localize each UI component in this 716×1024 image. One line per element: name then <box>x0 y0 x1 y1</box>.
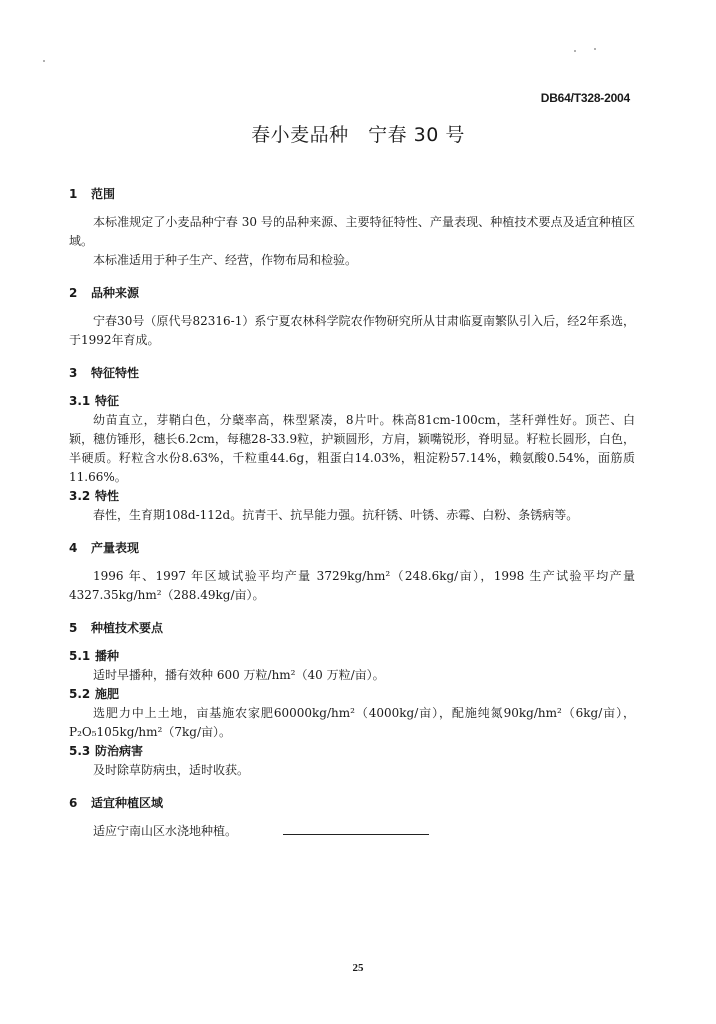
scan-speck <box>594 48 596 50</box>
section-heading <box>69 364 635 383</box>
section-number: 3 <box>69 366 78 380</box>
section-title: 特征特性 <box>91 366 140 380</box>
subsection-heading <box>69 487 635 506</box>
paragraph: 选肥力中上土地，亩基施农家肥60000kg/hm²（4000kg/亩），配施纯氮90kg/hm²（6kg/亩），P₂O₅105kg/hm²（7kg/亩）。 <box>69 706 635 739</box>
subsection-number: 5.3 <box>69 744 91 758</box>
section-number: 1 <box>69 187 78 201</box>
subsection-heading <box>69 392 635 411</box>
subsection-number: 3.1 <box>69 394 91 408</box>
section-number: 4 <box>69 541 78 555</box>
section-title: 产量表现 <box>91 541 140 555</box>
scan-speck <box>43 60 45 62</box>
section-title: 适宜种植区域 <box>91 796 164 810</box>
subsection-heading <box>69 742 635 761</box>
section-number: 2 <box>69 286 78 300</box>
subsection-title: 施肥 <box>95 687 120 701</box>
paragraph: 宁春30号（原代号82316-1）系宁夏农林科学院农作物研究所从甘肃临夏南繁队引入后，经2年系选，于1992年育成。 <box>69 314 635 347</box>
subsection-title: 特性 <box>95 489 120 503</box>
section-title: 种植技术要点 <box>91 621 164 635</box>
page-number: 25 <box>352 962 364 974</box>
subsection-title: 播种 <box>95 649 120 663</box>
subsection-title: 防治病害 <box>95 744 144 758</box>
subsection-heading <box>69 685 635 704</box>
section-heading <box>69 794 635 813</box>
section-heading <box>69 619 635 638</box>
subsection-heading <box>69 647 635 666</box>
section-heading <box>69 284 635 303</box>
subsection-number: 5.1 <box>69 649 91 663</box>
section-number: 6 <box>69 796 78 810</box>
paragraph: 幼苗直立，芽鞘白色，分蘖率高，株型紧凑，8片叶。株高81cm-100cm，茎秆弹性好。顶芒、白颖，穗仿锤形，穗长6.2cm，每穗28-33.9粒，护颖圆形，方肩，颖嘴锐形，脊明显。籽粒长圆形，白色，半硬质。籽粒含水份8.63%，千粒重44.6g，粗蛋白14.03%，粗淀粉57.14%，赖氨酸0.54%，面筋质11.66%。 <box>69 413 635 484</box>
section-number: 5 <box>69 621 78 635</box>
section-title: 范围 <box>91 187 116 201</box>
standard-number: DB64/T328-2004 <box>540 91 630 105</box>
document-title: 春小麦品种 宁春 30 号 <box>251 124 465 146</box>
paragraph: 及时除草防病虫，适时收获。 <box>93 763 250 777</box>
section-heading <box>69 539 635 558</box>
section-heading <box>69 185 635 204</box>
paragraph: 春性，生育期108d-112d。抗青干、抗旱能力强。抗秆锈、叶锈、赤霉、白粉、条锈病等。 <box>93 508 579 522</box>
section-title: 品种来源 <box>91 286 140 300</box>
scan-speck <box>574 50 576 52</box>
paragraph: 本标准适用于种子生产、经营，作物布局和检验。 <box>93 253 358 267</box>
document-body <box>69 185 635 841</box>
paragraph: 1996 年、1997 年区域试验平均产量 3729kg/hm²（248.6kg/亩），1998 生产试验平均产量4327.35kg/hm²（288.49kg/亩）。 <box>69 569 635 602</box>
subsection-number: 3.2 <box>69 489 91 503</box>
subsection-number: 5.2 <box>69 687 91 701</box>
paragraph: 适时早播种，播有效种 600 万粒/hm²（40 万粒/亩）。 <box>93 668 385 682</box>
paragraph: 适应宁南山区水浇地种植。 <box>93 824 238 838</box>
paragraph: 本标准规定了小麦品种宁春 30 号的品种来源、主要特征特性、产量表现、种植技术要点及适宜种植区域。 <box>69 215 635 248</box>
subsection-title: 特征 <box>95 394 120 408</box>
end-of-document-rule <box>283 834 429 835</box>
